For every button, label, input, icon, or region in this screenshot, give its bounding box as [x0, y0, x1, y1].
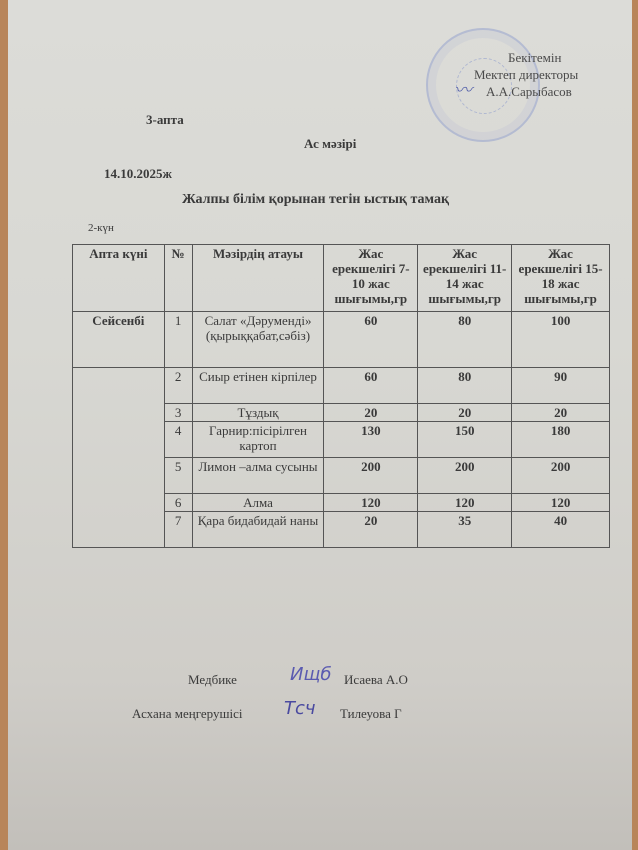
dish-name: Гарнир:пісірілген картоп: [192, 422, 324, 458]
portion-11-14: 35: [418, 512, 512, 548]
row-number: 3: [164, 404, 192, 422]
portion-11-14: 150: [418, 422, 512, 458]
column-header: Жас ерекшелігі 7-10 жас шығымы,гр: [324, 245, 418, 312]
dish-name: Алма: [192, 494, 324, 512]
approval-director-name: А.А.Сарыбасов: [486, 84, 572, 99]
row-number: 2: [164, 368, 192, 404]
portion-7-10: 60: [324, 312, 418, 368]
portion-11-14: 80: [418, 368, 512, 404]
portion-11-14: 200: [418, 458, 512, 494]
table-row: [73, 368, 610, 404]
row-number: 6: [164, 494, 192, 512]
portion-11-14: 120: [418, 494, 512, 512]
page-title: Ас мәзірі: [304, 136, 357, 151]
portion-7-10: 200: [324, 458, 418, 494]
dish-name: Салат «Дәруменді» (қырыққабат,сәбіз): [192, 312, 324, 368]
nurse-name: Исаева А.О: [344, 672, 408, 687]
week-label: 3-апта: [146, 112, 184, 127]
portion-15-18: 40: [512, 512, 610, 548]
portion-7-10: 20: [324, 512, 418, 548]
row-number: 4: [164, 422, 192, 458]
row-number: 7: [164, 512, 192, 548]
director-signature: 〰: [454, 80, 472, 101]
day-cell-empty: [73, 368, 165, 548]
column-header: №: [164, 245, 192, 312]
kitchen-manager-label: Асхана меңгерушісі: [132, 706, 243, 721]
column-header: Мәзірдің атауы: [192, 245, 324, 312]
dish-name: Тұздық: [192, 404, 324, 422]
portion-7-10: 130: [324, 422, 418, 458]
dish-name: Сиыр етінен кірпілер: [192, 368, 324, 404]
table-row: [73, 312, 610, 368]
menu-subtitle: Жалпы білім қорынан тегін ыстық тамақ: [182, 192, 450, 207]
column-header: Апта күні: [73, 245, 165, 312]
kitchen-manager-signature: Тсч: [284, 698, 316, 719]
portion-15-18: 100: [512, 312, 610, 368]
portion-15-18: 120: [512, 494, 610, 512]
portion-15-18: 90: [512, 368, 610, 404]
table-header-row: [73, 245, 610, 312]
nurse-signature: Ищб: [290, 664, 332, 685]
approval-position: Мектеп директоры: [474, 67, 579, 82]
portion-7-10: 20: [324, 404, 418, 422]
portion-7-10: 120: [324, 494, 418, 512]
portion-15-18: 200: [512, 458, 610, 494]
portion-15-18: 180: [512, 422, 610, 458]
portion-11-14: 80: [418, 312, 512, 368]
kitchen-manager-name: Тилеуова Г: [340, 706, 402, 721]
row-number: 5: [164, 458, 192, 494]
nurse-label: Медбике: [188, 672, 237, 687]
document-page: [8, 0, 632, 850]
menu-date: 14.10.2025ж: [104, 166, 172, 181]
dish-name: Қара бидабидай наны: [192, 512, 324, 548]
column-header: Жас ерекшелігі 15-18 жас шығымы,гр: [512, 245, 610, 312]
day-number: 2-күн: [88, 222, 114, 234]
column-header: Жас ерекшелігі 11-14 жас шығымы,гр: [418, 245, 512, 312]
menu-table: [72, 244, 610, 548]
row-number: 1: [164, 312, 192, 368]
portion-15-18: 20: [512, 404, 610, 422]
dish-name: Лимон –алма сусыны: [192, 458, 324, 494]
portion-7-10: 60: [324, 368, 418, 404]
day-cell: Сейсенбі: [73, 312, 165, 368]
approval-title: Бекітемін: [508, 50, 562, 65]
portion-11-14: 20: [418, 404, 512, 422]
